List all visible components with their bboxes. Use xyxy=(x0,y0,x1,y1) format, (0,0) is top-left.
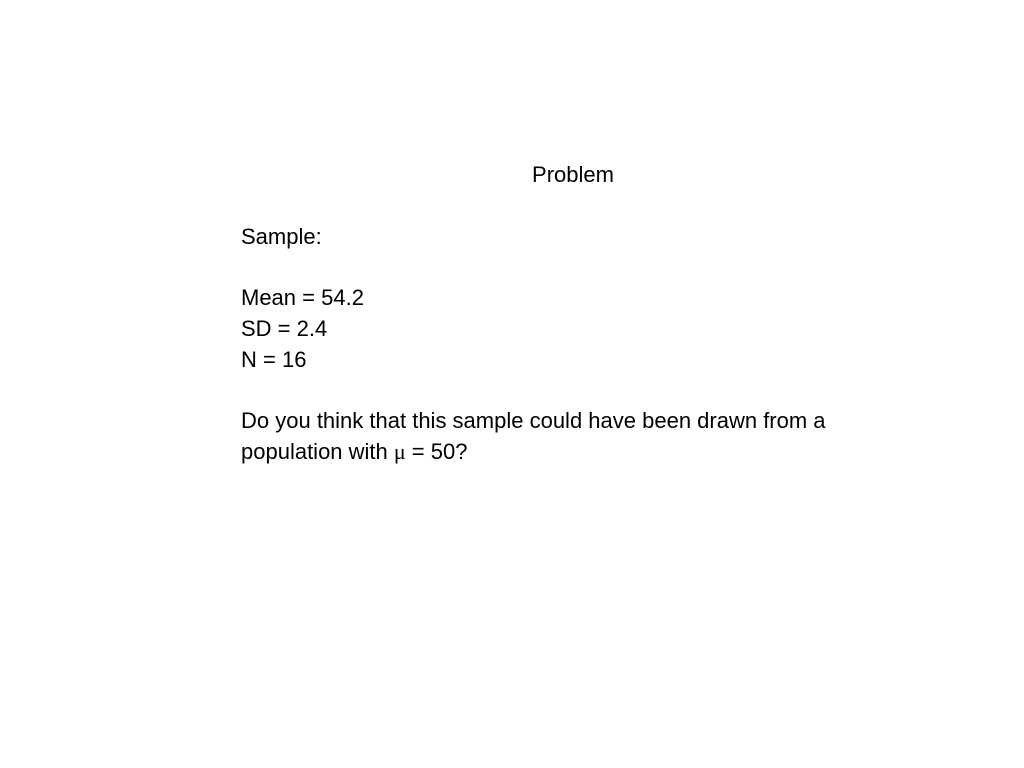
sample-label: Sample: xyxy=(241,224,322,249)
mean-value: Mean = 54.2 xyxy=(241,285,364,311)
spacer xyxy=(241,376,941,407)
slide-body xyxy=(241,222,941,468)
mu-symbol: μ xyxy=(393,438,406,464)
question-suffix: = 50? xyxy=(405,438,468,464)
slide-title: Problem xyxy=(532,162,614,187)
question-line-2 xyxy=(241,437,941,468)
spacer xyxy=(241,253,941,284)
n-value: N = 16 xyxy=(241,346,307,372)
question-line-1: Do you think that this sample could have been drawn from a xyxy=(241,408,826,434)
sd-value: SD = 2.4 xyxy=(241,316,328,342)
question-prefix: population with xyxy=(241,438,394,464)
